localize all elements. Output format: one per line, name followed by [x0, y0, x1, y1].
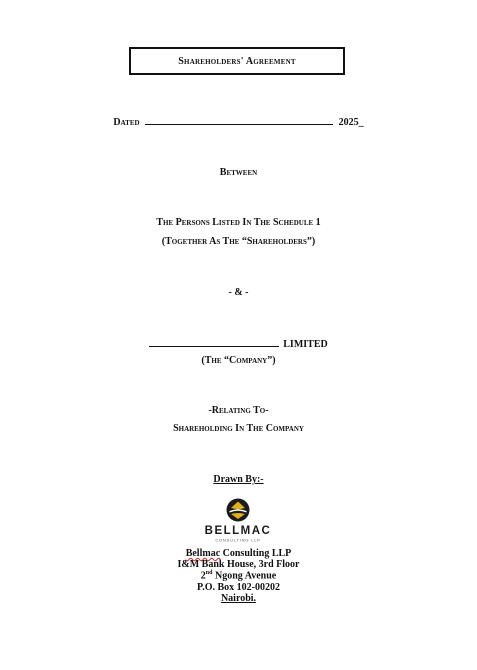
address-line-city: Nairobi.	[220, 593, 257, 604]
firm-name-part1: Bellmac	[185, 548, 221, 559]
street-number-suffix: nd	[205, 570, 213, 576]
address-line-pobox: P.O. Box 102-00202	[197, 582, 280, 593]
document-title: Shareholders' Agreement	[178, 55, 296, 67]
company-name-line	[0, 338, 477, 350]
ampersand-separator: - & -	[228, 287, 249, 298]
address-line-street	[0, 570, 477, 581]
street-name: Ngong Avenue	[212, 570, 277, 582]
logo-subtitle: CONSULTING LLP	[215, 537, 261, 543]
drawn-by-line	[0, 474, 477, 485]
bellmac-logo	[200, 497, 276, 545]
persons-line: The Persons Listed In The Schedule 1	[156, 217, 321, 228]
dated-label: Dated	[113, 117, 140, 128]
dated-year: 2025_	[338, 117, 364, 128]
drawn-by-suffix: :-	[256, 474, 264, 485]
drawn-by-label: Drawn By	[213, 474, 257, 485]
street-number: 2	[200, 570, 206, 582]
company-name-blank	[149, 338, 279, 347]
shareholding-line: Shareholding In The Company	[173, 423, 304, 434]
address-firm	[0, 548, 477, 559]
date-blank	[145, 116, 333, 125]
firm-name-part2: Consulting LLP	[220, 548, 292, 559]
document-title-box	[129, 47, 345, 75]
limited-label: LIMITED	[283, 339, 328, 350]
company-line: (The “Company”)	[201, 355, 276, 366]
relating-line: -Relating To-	[208, 405, 269, 416]
between-heading: Between	[219, 167, 258, 178]
logo-name: BELLMAC	[204, 525, 272, 537]
address-line-building: I&M Bank House, 3rd Floor	[177, 559, 300, 570]
together-line: (Together As The “Shareholders”)	[161, 236, 316, 247]
dated-line	[0, 116, 477, 128]
